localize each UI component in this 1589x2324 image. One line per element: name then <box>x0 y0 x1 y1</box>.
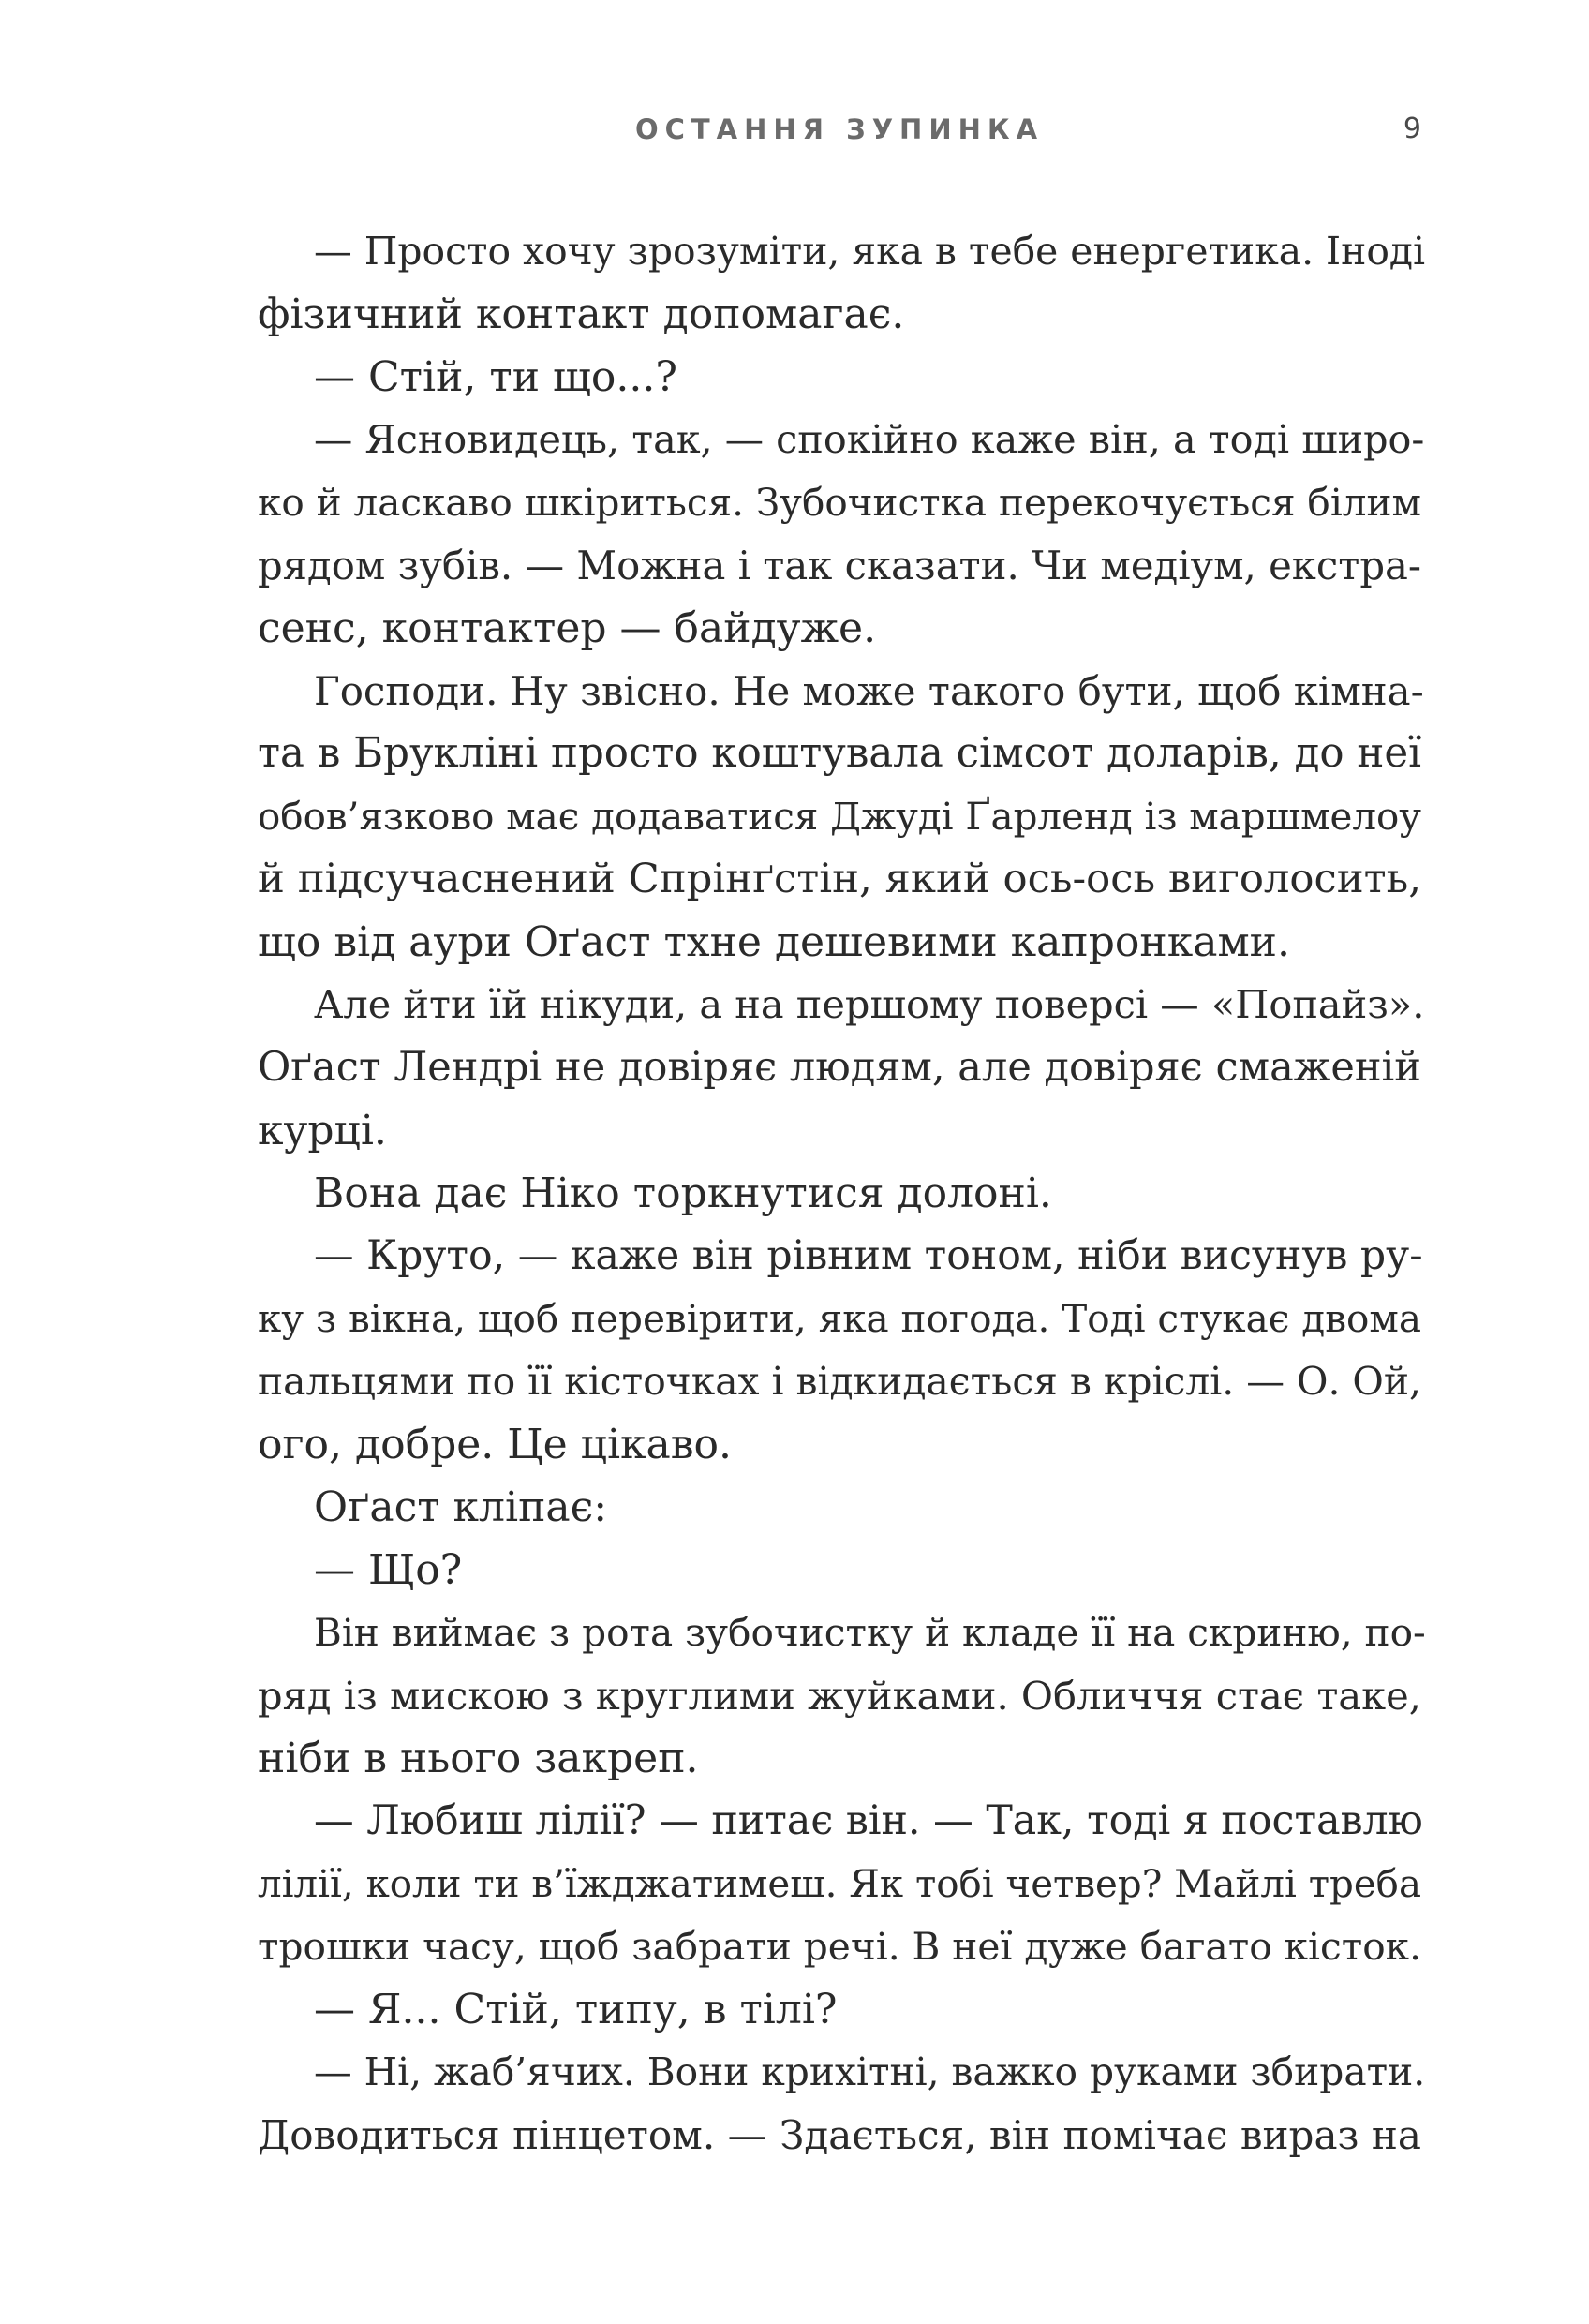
text-line: — Просто хочу зрозуміти, яка в тебе енергетика. Іноді <box>314 229 1426 274</box>
text-line: Доводиться пінцетом. — Здається, він помічає вираз на <box>258 2112 1421 2158</box>
text-line: — Стій, ти що...? <box>314 353 677 401</box>
text-line: рядом зубів. — Можна і так сказати. Чи медіум, екстра- <box>258 543 1421 588</box>
text-line: пальцями по її кісточках і відкидається в кріслі. — О. Ой, <box>258 1359 1421 1404</box>
text-line: ніби в нього закреп. <box>258 1735 699 1782</box>
page-number: 9 <box>1403 112 1421 145</box>
text-line: трошки часу, щоб забрати речі. В неї дуже багато кісток. <box>258 1924 1421 1969</box>
text-line: — Любиш лілії? — питає він. — Так, тоді я поставлю <box>314 1797 1423 1844</box>
text-line: — Круто, — каже він рівним тоном, ніби висунув ру- <box>314 1232 1423 1279</box>
text-line: Оґаст кліпає: <box>314 1483 608 1531</box>
text-line: сенс, контактер — байдуже. <box>258 604 877 652</box>
text-line: обов’язково має додаватися Джуді Ґарленд із маршмелоу <box>258 795 1422 839</box>
text-line: — Ясновидець, так, — спокійно каже він, а тоді широ- <box>314 417 1425 462</box>
text-line: та в Брукліні просто коштувала сімсот доларів, до неї <box>258 730 1421 777</box>
text-line: що від аури Оґаст тхне дешевими капронками. <box>258 918 1290 966</box>
text-line: ряд із мискою з круглими жуйками. Обличчя стає таке, <box>258 1673 1421 1719</box>
text-line: й підсучаснений Спрінґстін, який ось-ось виголосить, <box>258 856 1421 902</box>
text-line: Вона дає Ніко торкнутися долоні. <box>314 1169 1052 1217</box>
text-line: ого, добре. Це цікаво. <box>258 1421 732 1468</box>
text-line: ко й ласкаво шкіриться. Зубочистка перекочується білим <box>258 480 1421 525</box>
text-line: Господи. Ну звісно. Не може такого бути, щоб кімна- <box>314 668 1424 714</box>
text-line: фізичний контакт допомагає. <box>258 290 905 338</box>
chapter-title: ОСТАННЯ ЗУПИНКА <box>634 113 1045 145</box>
text-line: — Я... Стій, типу, в тілі? <box>314 1986 838 2034</box>
text-line: — Що? <box>314 1546 463 1594</box>
text-line: Оґаст Лендрі не довіряє людям, але довіряє смаженій <box>258 1044 1421 1091</box>
text-line: — Ні, жаб’ячих. Вони крихітні, важко руками збирати. <box>314 2049 1426 2094</box>
text-line: лілії, коли ти в’їжджатимеш. Як тобі четвер? Майлі треба <box>258 1862 1421 1906</box>
text-line: ку з вікна, щоб перевірити, яка погода. Тоді стукає двома <box>258 1296 1421 1341</box>
running-header <box>258 101 1421 157</box>
text-line: Він виймає з рота зубочистку й кладе її на скриню, по- <box>314 1610 1426 1655</box>
text-line: курці. <box>258 1107 387 1155</box>
body-text <box>258 220 1426 2167</box>
text-line: Але йти їй нікуди, а на першому поверсі — «Попайз». <box>314 982 1425 1027</box>
